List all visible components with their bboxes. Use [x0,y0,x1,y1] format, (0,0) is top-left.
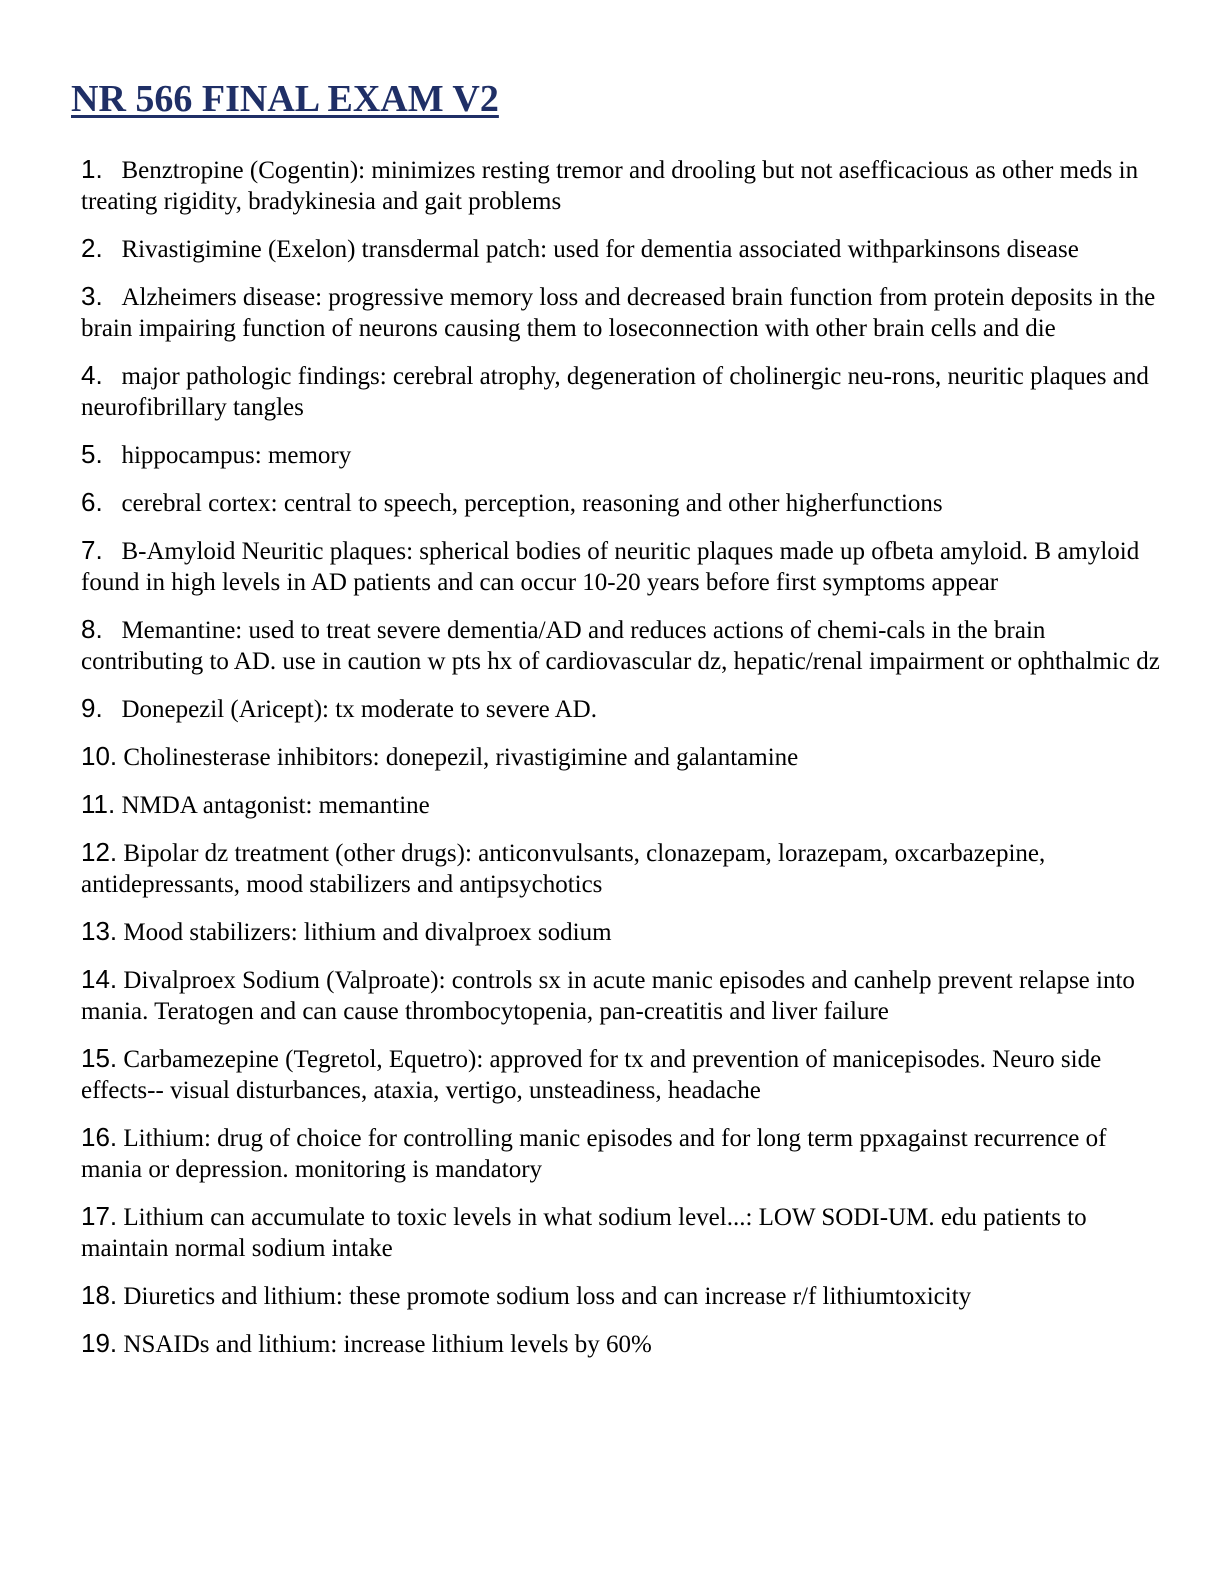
item-text: B-Amyloid Neuritic plaques: spherical bodies of neuritic plaques made up ofbeta amyloid. B amyloid found in high levels in AD patients and can occur 10-20 years before first symptoms appear [81,538,1140,596]
item-number: 4. [81,360,103,390]
list-item [81,1043,1161,1106]
item-number: 3. [81,281,103,311]
list-item [81,360,1161,423]
item-text: Benztropine (Cogentin): minimizes resting tremor and drooling but not asefficacious as other meds in treating rigidity, bradykinesia and gait problems [81,157,1139,215]
item-text: Bipolar dz treatment (other drugs): anticonvulsants, clonazepam, lorazepam, oxcarbazepine, antidepressants, mood stabilizers and antipsychotics [81,840,1046,898]
item-text: Lithium: drug of choice for controlling manic episodes and for long term ppxagainst recurrence of mania or depression. monitoring is mandatory [81,1125,1107,1183]
item-number: 6. [81,487,103,517]
item-text: hippocampus: memory [121,442,352,469]
list-item [81,964,1161,1027]
item-text: NMDA antagonist: memantine [121,792,430,819]
item-number: 18. [81,1280,118,1310]
item-text: Carbamezepine (Tegretol, Equetro): approved for tx and prevention of manicepisodes. Neuro side effects-- visual disturbances, ataxia, vertigo, unsteadiness, headache [81,1046,1102,1104]
list-item [81,693,1161,725]
item-text: Memantine: used to treat severe dementia/AD and reduces actions of chemi-cals in the brain contributing to AD. use in caution w pts hx of cardiovascular dz, hepatic/renal impairment or ophthalmic dz [81,617,1160,675]
item-text: Divalproex Sodium (Valproate): controls sx in acute manic episodes and canhelp prevent relapse into mania. Teratogen and can cause thrombocytopenia, pan-creatitis and liver failure [81,967,1135,1025]
item-number: 9. [81,693,103,723]
list-item [81,487,1161,519]
list-item [81,1201,1161,1264]
item-text: cerebral cortex: central to speech, perception, reasoning and other higherfunctions [121,490,943,517]
item-number: 14. [81,964,118,994]
list-item [81,154,1161,217]
list-item [81,1122,1161,1185]
list-item [81,281,1161,344]
item-number: 19. [81,1328,118,1358]
list-item [81,837,1161,900]
item-text: Lithium can accumulate to toxic levels in what sodium level...: LOW SODI-UM. edu patients to maintain normal sodium intake [81,1204,1087,1262]
list-item [81,233,1161,265]
list-item [81,614,1161,677]
item-number: 2. [81,233,103,263]
item-text: Rivastigimine (Exelon) transdermal patch: used for dementia associated withparkinsons disease [121,236,1079,263]
list-item [81,916,1161,948]
item-number: 16. [81,1122,118,1152]
list-item [81,1328,1161,1360]
item-text: Donepezil (Aricept): tx moderate to severe AD. [121,696,597,723]
item-text: Cholinesterase inhibitors: donepezil, rivastigimine and galantamine [123,744,799,771]
list-item [81,439,1161,471]
item-number: 7. [81,535,103,565]
study-list [81,154,1161,1376]
item-number: 13. [81,916,118,946]
item-text: Mood stabilizers: lithium and divalproex sodium [123,919,612,946]
list-item [81,535,1161,598]
item-text: Alzheimers disease: progressive memory loss and decreased brain function from protein deposits in the brain impairing function of neurons causing them to loseconnection with other brain cells and die [81,284,1156,342]
document-title: NR 566 FINAL EXAM V2 [71,78,499,120]
item-text: major pathologic findings: cerebral atrophy, degeneration of cholinergic neu-rons, neuritic plaques and neurofibrillary tangles [81,363,1149,421]
item-number: 11. [81,789,116,819]
item-number: 8. [81,614,103,644]
item-number: 15. [81,1043,118,1073]
list-item [81,1280,1161,1312]
list-item [81,741,1161,773]
item-text: NSAIDs and lithium: increase lithium levels by 60% [123,1331,652,1358]
item-number: 12. [81,837,118,867]
item-number: 10. [81,741,118,771]
item-number: 1. [81,154,103,184]
item-number: 17. [81,1201,118,1231]
item-text: Diuretics and lithium: these promote sodium loss and can increase r/f lithiumtoxicity [123,1283,972,1310]
list-item [81,789,1161,821]
item-number: 5. [81,439,103,469]
